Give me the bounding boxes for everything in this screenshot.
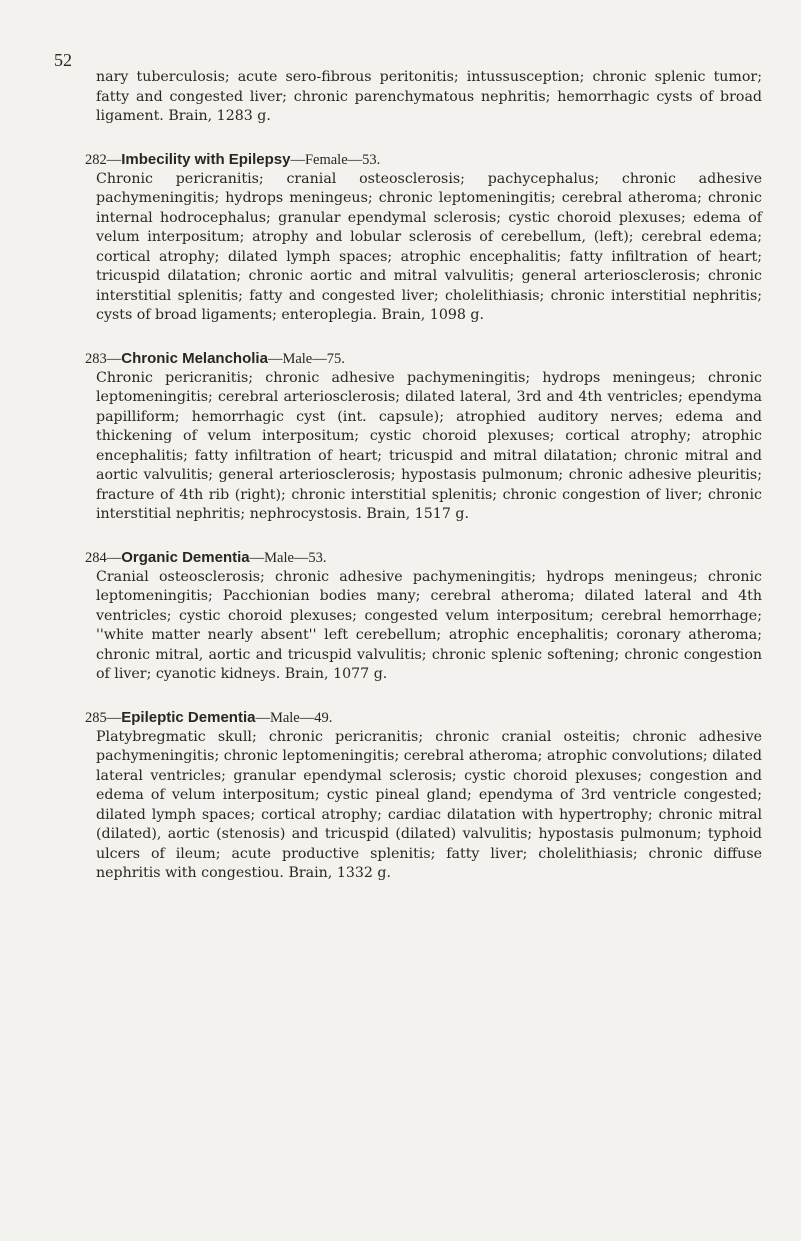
entry-heading	[85, 548, 762, 568]
dash-separator	[255, 710, 270, 726]
dash-separator	[107, 152, 122, 168]
entry-title: Organic Dementia	[121, 548, 250, 566]
entry-findings: Cranial osteosclerosis; chronic adhesive pachymeningitis; hydrops meningeus; chronic leptomeningitis; Pacchionian bodies many; cerebral atheroma; dilated lateral and 4th ventricles; cystic choroid plexuses; congested velum interpositum; cerebral hemorrhage; ''white matter nearly absent'' left cerebellum; atrophic encephalitis; coronary atheroma; chronic mitral, aortic and tricuspid valvulitis; chronic splenic softening; chronic congestion of liver; cyanotic kidneys. Brain, 1077 g.	[96, 568, 762, 682]
entry-title: Epileptic Dementia	[121, 708, 256, 726]
dash-separator	[107, 351, 122, 367]
case-entry-285	[85, 708, 762, 884]
entry-sex-age: Male—53.	[264, 549, 327, 566]
continued-paragraph: nary tuberculosis; acute sero-fibrous peritonitis; intussusception; chronic splenic tumor; fatty and congested liver; chronic parenchymatous nephritis; hemorrhagic cysts of broad ligament. Brain, 1283 g.	[96, 69, 762, 124]
entry-findings: Chronic pericranitis; cranial osteosclerosis; pachycephalus; chronic adhesive pachymeningitis; hydrops meningeus; chronic leptomeningitis; cerebral atheroma; chronic internal hodrocephalus; granular ependymal sclerosis; cystic choroid plexuses; edema of velum interpositum; atrophy and lobular sclerosis of cerebellum, (left); cerebral edema; cortical atrophy; dilated lymph spaces; atrophic encephalitis; fatty infiltration of heart; tricuspid dilatation; chronic aortic and mitral valvulitis; general arteriosclerosis; chronic interstitial splenitis; fatty and congested liver; cholelithiasis; chronic interstitial nephritis; cysts of broad ligaments; enteroplegia. Brain, 1098 g.	[96, 170, 762, 323]
entry-sex-age: Female—53.	[304, 151, 381, 168]
dash-separator	[250, 550, 265, 566]
entry-number: 283	[85, 350, 107, 367]
entry-heading	[85, 708, 762, 728]
entry-title: Imbecility with Epilepsy	[121, 150, 291, 168]
entry-sex-age: Male—49.	[269, 709, 333, 726]
case-entry-282	[85, 150, 762, 326]
entry-findings: Platybregmatic skull; chronic pericranitis; chronic cranial osteitis; chronic adhesive pachymeningitis; chronic leptomeningitis; cerebral atheroma; atrophic convolutions; dilated lateral ventricles; granular ependymal sclerosis; cystic choroid plexuses; congestion and edema of velum interpositum; cystic pineal gland; ependyma of 3rd ventricle congested; dilated lymph spaces; cortical atrophy; cardiac dilatation with hypertrophy; chronic mitral (dilated), aortic (stenosis) and tricuspid (dilated) valvulitis; hypostasis pulmonum; typhoid ulcers of ileum; acute productive splenitis; fatty liver; cholelithiasis; chronic diffuse nephritis with congestiou. Brain, 1332 g.	[96, 728, 762, 881]
case-entry-283	[85, 349, 762, 525]
dash-separator	[107, 550, 122, 566]
entry-sex-age: Male—75.	[282, 350, 345, 367]
entry-heading	[85, 349, 762, 369]
dash-separator	[290, 152, 305, 168]
entry-findings: Chronic pericranitis; chronic adhesive pachymeningitis; hydrops meningeus; chronic leptomeningitis; cerebral arteriosclerosis; dilated lateral, 3rd and 4th ventricles; ependyma papilliform; hemorrhagic cyst (int. capsule); atrophied auditory nerves; edema and thickening of velum interpositum; cystic choroid plexuses; cortical atrophy; atrophic encephalitis; fatty infiltration of heart; tricuspid and mitral dilatation; chronic mitral and aortic valvulitis; general arteriosclerosis; hypostasis pulmonum; chronic adhesive pleuritis; fracture of 4th rib (right); chronic interstitial splenitis; chronic congestion of liver; chronic interstitial nephritis; nephrocystosis. Brain, 1517 g.	[96, 369, 762, 522]
entry-title: Chronic Melancholia	[121, 349, 268, 367]
entry-number: 282	[85, 151, 107, 168]
entry-number: 285	[85, 709, 107, 726]
entry-number: 284	[85, 549, 107, 566]
dash-separator	[268, 351, 283, 367]
case-entry-284	[85, 548, 762, 685]
page-number: 52	[54, 50, 72, 70]
dash-separator	[107, 710, 122, 726]
page-content	[85, 68, 762, 884]
entry-heading	[85, 150, 762, 170]
